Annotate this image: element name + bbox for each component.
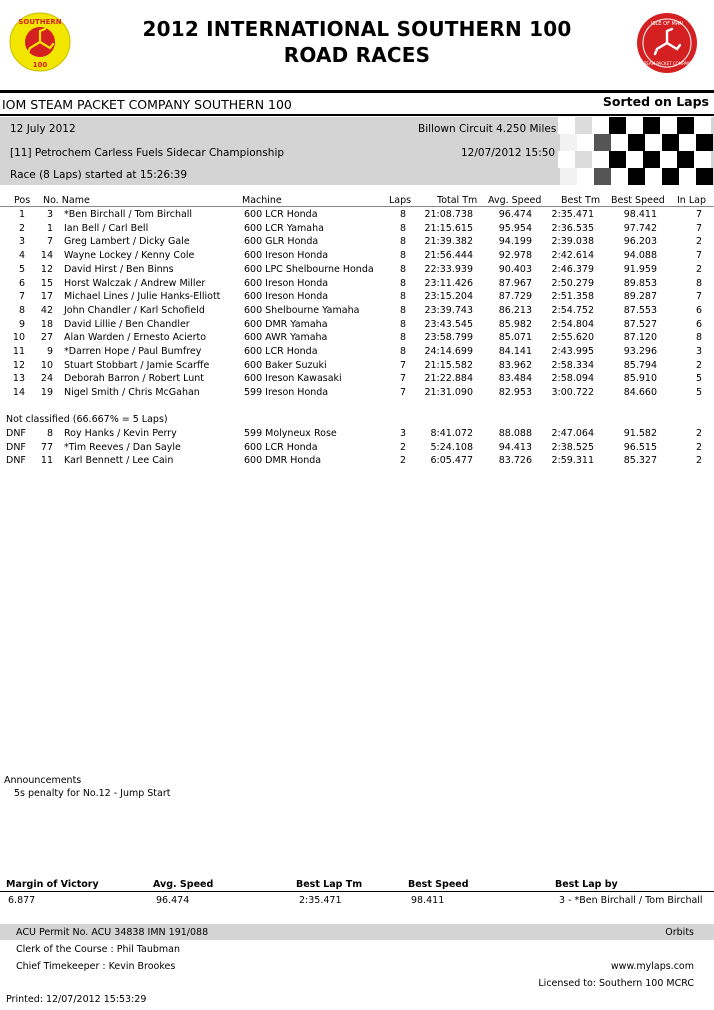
cell-best-tm: 2:46.379: [551, 263, 594, 275]
cell-machine: 600 Ireson Honda: [244, 250, 329, 262]
cell-best-tm: 2:39.038: [551, 236, 594, 248]
cell-best-tm: 2:43.995: [551, 346, 594, 357]
logo-left-top-text: SOUTHERN: [18, 18, 62, 26]
cell-avg: 86.213: [498, 304, 532, 316]
summary-best-by-label: Best Lap by: [555, 879, 618, 890]
steam-packet-logo: [636, 12, 698, 74]
cell-in-lap: 2: [695, 263, 702, 275]
cell-best-speed: 87.120: [623, 332, 657, 344]
cell-laps: 8: [400, 277, 407, 289]
cell-total: 24:14.699: [424, 346, 473, 357]
cell-avg: 85.982: [498, 318, 532, 330]
cell-best-tm: 2:50.279: [551, 277, 594, 289]
cell-machine: 600 Ireson Honda: [244, 277, 329, 289]
race-date: 12 July 2012: [10, 123, 76, 135]
cell-in-lap: 7: [695, 209, 702, 220]
cell-best-speed: 89.853: [623, 277, 657, 289]
cell-avg: 92.978: [498, 250, 532, 262]
cell-total: 23:11.426: [424, 277, 473, 289]
table-row: [0, 455, 714, 469]
cell-laps: 7: [400, 359, 407, 371]
cell-pos: 3: [18, 236, 25, 248]
cell-best-tm: 2:54.752: [551, 304, 594, 316]
cell-best-speed: 96.203: [623, 236, 657, 248]
page-title-line-2: ROAD RACES: [283, 43, 431, 67]
cell-best-speed: 97.742: [623, 222, 657, 234]
table-row: [0, 250, 714, 264]
table-row: [0, 305, 714, 319]
cell-no: 27: [40, 332, 53, 344]
col-total: Total Tm: [437, 195, 478, 206]
race-info: Race (8 Laps) started at 15:26:39: [10, 169, 188, 181]
cell-no: 19: [40, 387, 53, 399]
cell-best-speed: 85.910: [623, 373, 657, 385]
summary-avg-value: 96.474: [156, 895, 190, 906]
cell-pos: 9: [18, 318, 25, 330]
cell-no: 7: [46, 236, 53, 248]
cell-laps: 8: [400, 291, 407, 303]
cell-best-speed: 84.660: [623, 387, 657, 399]
cell-in-lap: 6: [695, 304, 702, 316]
cell-in-lap: 8: [695, 332, 702, 344]
cell-avg: 94.199: [498, 236, 532, 248]
cell-best-tm: 3:00.722: [551, 387, 594, 399]
clerk-of-course: Clerk of the Course : Phil Taubman: [16, 944, 180, 955]
cell-avg: 83.484: [498, 373, 532, 385]
cell-laps: 8: [400, 318, 407, 330]
cell-total: 8:41.072: [430, 428, 473, 439]
cell-no: 17: [40, 291, 53, 303]
summary-best-speed-value: 98.411: [411, 895, 445, 906]
cell-name: Michael Lines / Julie Hanks-Elliott: [64, 291, 221, 303]
cell-in-lap: 2: [695, 359, 702, 371]
table-row: [0, 264, 714, 278]
cell-pos: 12: [12, 359, 25, 371]
cell-avg: 82.953: [498, 387, 532, 399]
logo-left-bottom-text: 100: [32, 61, 48, 69]
cell-machine: 600 DMR Honda: [244, 455, 322, 467]
cell-name: Alan Warden / Ernesto Acierto: [64, 332, 207, 344]
cell-avg: 95.954: [498, 222, 532, 234]
cell-pos: 7: [18, 291, 25, 303]
cell-in-lap: 2: [695, 455, 702, 467]
cell-no: 14: [40, 250, 53, 262]
cell-avg: 83.962: [498, 359, 532, 371]
summary-avg-label: Avg. Speed: [153, 879, 214, 890]
cell-total: 23:43.545: [424, 318, 473, 330]
table-row: [0, 373, 714, 387]
cell-best-tm: 2:36.535: [551, 222, 594, 234]
cell-no: 24: [40, 373, 53, 385]
championship-name: [11] Petrochem Carless Fuels Sidecar Championship: [10, 147, 285, 159]
cell-in-lap: 5: [695, 387, 702, 399]
cell-total: 23:15.204: [424, 291, 473, 303]
cell-pos: DNF: [6, 428, 26, 439]
cell-name: *Tim Reeves / Dan Sayle: [64, 441, 181, 453]
summary-divider: [0, 891, 714, 892]
cell-laps: 8: [400, 236, 407, 248]
cell-name: David Hirst / Ben Binns: [64, 263, 174, 275]
cell-total: 5:24.108: [430, 441, 473, 453]
col-avg: Avg. Speed: [488, 195, 542, 206]
cell-machine: 599 Molyneux Rose: [244, 428, 337, 439]
table-row: [0, 236, 714, 250]
cell-name: Ian Bell / Carl Bell: [64, 222, 149, 234]
cell-pos: 2: [18, 222, 25, 234]
not-classified-label: Not classified (66.667% = 5 Laps): [6, 414, 168, 425]
cell-name: *Darren Hope / Paul Bumfrey: [64, 346, 202, 357]
cell-best-tm: 2:35.471: [551, 209, 594, 220]
table-row: [0, 291, 714, 305]
cell-avg: 96.474: [498, 209, 532, 220]
cell-best-tm: 2:38.525: [551, 441, 594, 453]
licensed-to: Licensed to: Southern 100 MCRC: [538, 978, 694, 989]
header-divider: [0, 90, 714, 93]
event-divider: [0, 114, 714, 116]
cell-best-tm: 2:58.334: [551, 359, 594, 371]
cell-in-lap: 7: [695, 291, 702, 303]
cell-name: Karl Bennett / Lee Cain: [64, 455, 174, 467]
cell-no: 10: [40, 359, 53, 371]
cell-in-lap: 3: [695, 346, 702, 357]
cell-pos: 5: [18, 263, 25, 275]
cell-name: Roy Hanks / Kevin Perry: [64, 428, 177, 439]
table-row: [0, 346, 714, 360]
cell-laps: 8: [400, 209, 407, 220]
cell-best-speed: 87.553: [623, 304, 657, 316]
cell-best-speed: 85.327: [623, 455, 657, 467]
cell-in-lap: 7: [695, 222, 702, 234]
cell-no: 3: [46, 209, 53, 220]
table-header-divider: [0, 206, 714, 207]
cell-best-tm: 2:42.614: [551, 250, 594, 262]
chief-timekeeper: Chief Timekeeper : Kevin Brookes: [16, 961, 176, 972]
table-row: [0, 442, 714, 456]
col-machine: Machine: [242, 195, 282, 206]
cell-in-lap: 2: [695, 236, 702, 248]
cell-name: Greg Lambert / Dicky Gale: [64, 236, 190, 248]
cell-machine: 600 GLR Honda: [244, 236, 319, 248]
cell-avg: 87.967: [498, 277, 532, 289]
cell-name: Wayne Lockey / Kenny Cole: [64, 250, 195, 262]
col-pos: Pos: [14, 195, 31, 206]
cell-total: 21:22.884: [424, 373, 473, 385]
cell-best-speed: 91.582: [623, 428, 657, 439]
cell-avg: 84.141: [498, 346, 532, 357]
cell-laps: 7: [400, 387, 407, 399]
sort-label: Sorted on Laps: [602, 94, 709, 109]
cell-total: 22:33.939: [424, 263, 473, 275]
cell-name: John Chandler / Karl Schofield: [64, 304, 205, 316]
cell-no: 8: [46, 428, 53, 439]
col-laps: Laps: [389, 195, 412, 206]
col-no-name: No. Name: [43, 195, 90, 206]
cell-in-lap: 2: [695, 441, 702, 453]
summary-best-lap-label: Best Lap Tm: [296, 879, 363, 890]
cell-avg: 87.729: [498, 291, 532, 303]
cell-best-tm: 2:51.358: [551, 291, 594, 303]
cell-in-lap: 5: [695, 373, 702, 385]
cell-machine: 600 LCR Yamaha: [244, 222, 324, 234]
cell-pos: DNF: [6, 455, 26, 467]
cell-laps: 8: [400, 332, 407, 344]
cell-pos: 4: [18, 250, 25, 262]
print-datetime: 12/07/2012 15:50: [461, 147, 556, 159]
cell-best-speed: 94.088: [623, 250, 657, 262]
cell-avg: 88.088: [498, 428, 532, 439]
cell-machine: 600 AWR Yamaha: [244, 332, 328, 344]
cell-machine: 600 Shelbourne Yamaha: [244, 304, 360, 316]
cell-laps: 8: [400, 222, 407, 234]
cell-laps: 7: [400, 373, 407, 385]
cell-total: 21:15.582: [424, 359, 473, 371]
cell-name: Stuart Stobbart / Jamie Scarffe: [64, 359, 210, 371]
cell-best-speed: 89.287: [623, 291, 657, 303]
cell-laps: 3: [400, 428, 407, 439]
website-link[interactable]: www.mylaps.com: [610, 961, 694, 972]
cell-name: David Lillie / Ben Chandler: [64, 318, 190, 330]
cell-total: 21:56.444: [424, 250, 473, 262]
cell-no: 1: [46, 222, 53, 234]
event-title: IOM STEAM PACKET COMPANY SOUTHERN 100: [2, 97, 292, 112]
cell-best-tm: 2:54.804: [551, 318, 594, 330]
cell-laps: 2: [400, 455, 407, 467]
table-row: [0, 278, 714, 292]
cell-laps: 2: [400, 441, 407, 453]
cell-best-speed: 96.515: [623, 441, 657, 453]
cell-name: Deborah Barron / Robert Lunt: [64, 373, 205, 385]
logo-right-bottom-text: STEAM PACKET COMPANY: [641, 61, 693, 66]
logo-right-top-text: ISLE OF MAN: [650, 21, 684, 27]
cell-avg: 94.413: [498, 441, 532, 453]
cell-best-tm: 2:59.311: [551, 455, 594, 467]
cell-in-lap: 2: [695, 428, 702, 439]
table-row: [0, 360, 714, 374]
cell-pos: 8: [18, 304, 25, 316]
table-row: [0, 319, 714, 333]
cell-pos: 11: [12, 346, 25, 357]
margin-value: 6.877: [8, 895, 36, 906]
cell-machine: 600 LCR Honda: [244, 441, 318, 453]
margin-label: Margin of Victory: [6, 879, 99, 890]
cell-pos: 14: [12, 387, 25, 399]
cell-name: *Ben Birchall / Tom Birchall: [64, 209, 193, 220]
summary-best-by-value: 3 - *Ben Birchall / Tom Birchall: [559, 895, 703, 906]
checkered-flag-icon: [558, 117, 714, 185]
table-row: [0, 209, 714, 223]
cell-pos: 6: [18, 277, 25, 289]
summary-best-lap-value: 2:35.471: [299, 895, 342, 906]
cell-best-tm: 2:55.620: [551, 332, 594, 344]
cell-no: 9: [46, 346, 53, 357]
cell-pos: 1: [18, 209, 25, 220]
table-row: [0, 223, 714, 237]
col-best-tm: Best Tm: [561, 195, 601, 206]
cell-total: 23:58.799: [424, 332, 473, 344]
cell-machine: 600 LCR Honda: [244, 209, 318, 220]
table-row: [0, 428, 714, 442]
cell-total: 23:39.743: [424, 304, 473, 316]
cell-in-lap: 8: [695, 277, 702, 289]
cell-in-lap: 7: [695, 250, 702, 262]
cell-machine: 600 Ireson Kawasaki: [244, 373, 342, 385]
cell-pos: DNF: [6, 441, 26, 453]
announcements-label: Announcements: [4, 775, 82, 786]
cell-no: 77: [40, 441, 53, 453]
table-row: [0, 332, 714, 346]
cell-machine: 600 Baker Suzuki: [244, 359, 327, 371]
cell-best-speed: 85.794: [623, 359, 657, 371]
cell-best-tm: 2:47.064: [551, 428, 594, 439]
cell-name: Nigel Smith / Chris McGahan: [64, 387, 200, 399]
cell-best-speed: 93.296: [623, 346, 657, 357]
cell-no: 18: [40, 318, 53, 330]
cell-avg: 83.726: [498, 455, 532, 467]
cell-laps: 8: [400, 250, 407, 262]
cell-best-tm: 2:58.094: [551, 373, 594, 385]
cell-no: 11: [40, 455, 53, 467]
announcement-text: 5s penalty for No.12 - Jump Start: [14, 788, 171, 799]
cell-machine: 600 DMR Yamaha: [244, 318, 328, 330]
cell-best-speed: 87.527: [623, 318, 657, 330]
cell-laps: 8: [400, 346, 407, 357]
cell-total: 21:15.615: [424, 222, 473, 234]
cell-machine: 600 LPC Shelbourne Honda: [244, 263, 374, 275]
printed-timestamp: Printed: 12/07/2012 15:53:29: [6, 994, 147, 1005]
cell-total: 21:08.738: [424, 209, 473, 220]
cell-no: 12: [40, 263, 53, 275]
cell-pos: 13: [12, 373, 25, 385]
table-row: [0, 387, 714, 401]
permit-text: ACU Permit No. ACU 34838 IMN 191/088: [16, 927, 209, 938]
cell-total: 6:05.477: [430, 455, 473, 467]
cell-total: 21:31.090: [424, 387, 473, 399]
cell-best-speed: 98.411: [623, 209, 657, 220]
page-title-line-1: 2012 INTERNATIONAL SOUTHERN 100: [142, 17, 572, 41]
cell-machine: 599 Ireson Honda: [244, 387, 329, 399]
cell-in-lap: 6: [695, 318, 702, 330]
cell-avg: 90.403: [498, 263, 532, 275]
cell-laps: 8: [400, 263, 407, 275]
cell-machine: 600 Ireson Honda: [244, 291, 329, 303]
summary-best-speed-label: Best Speed: [408, 879, 469, 890]
cell-no: 15: [40, 277, 53, 289]
cell-name: Horst Walczak / Andrew Miller: [64, 277, 206, 289]
orbits-label: Orbits: [665, 927, 694, 938]
cell-no: 42: [40, 304, 53, 316]
cell-total: 21:39.382: [424, 236, 473, 248]
cell-best-speed: 91.959: [623, 263, 657, 275]
circuit-name: Billown Circuit 4.250 Miles: [418, 123, 557, 135]
cell-laps: 8: [400, 304, 407, 316]
cell-machine: 600 LCR Honda: [244, 346, 318, 357]
col-in-lap: In Lap: [677, 195, 706, 206]
cell-avg: 85.071: [498, 332, 532, 344]
cell-pos: 10: [12, 332, 25, 344]
col-best-speed: Best Speed: [611, 195, 665, 206]
